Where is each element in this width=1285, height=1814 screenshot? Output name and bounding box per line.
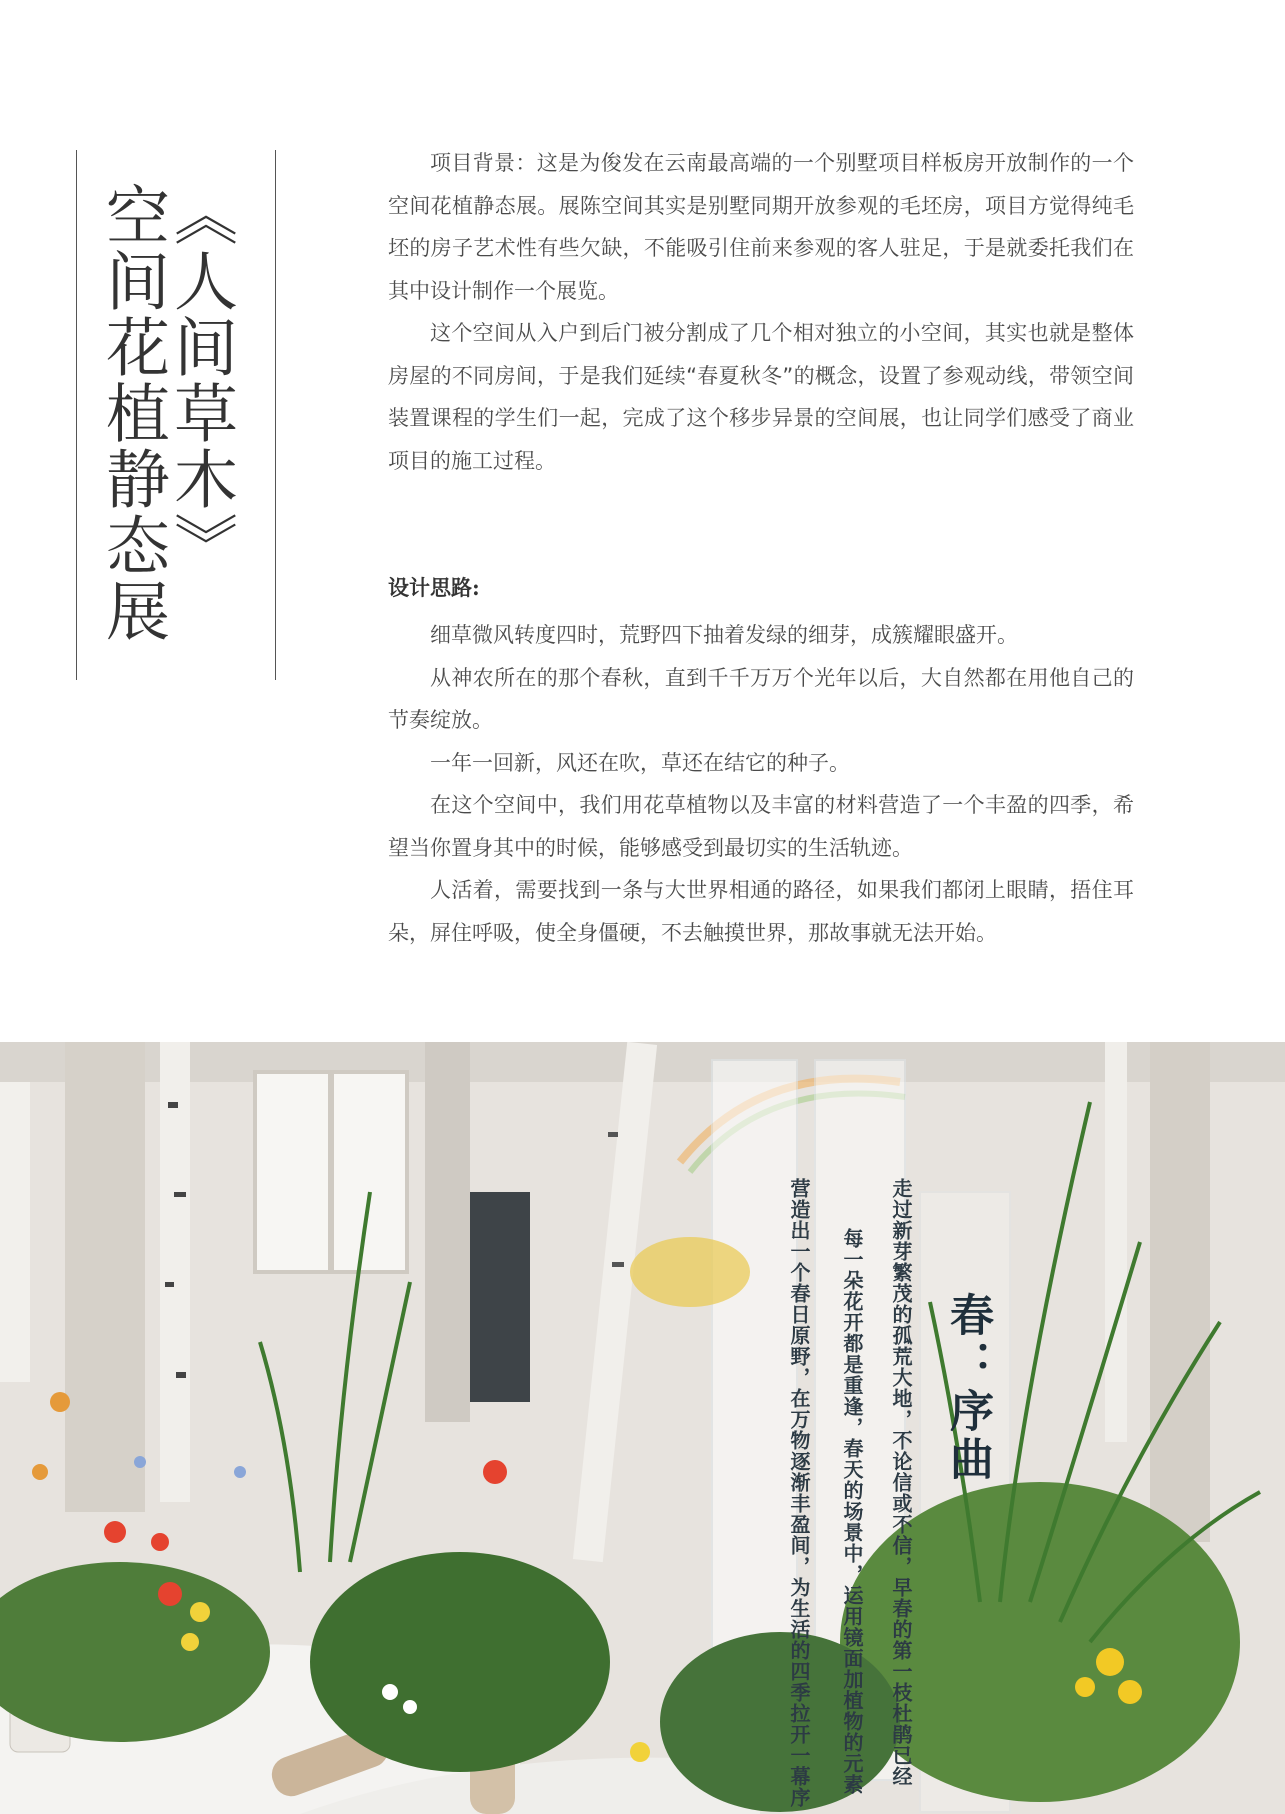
exhibition-subtitle: 空间花植静态展 xyxy=(95,182,169,644)
exhibition-title: 《人间草木》 xyxy=(163,182,237,578)
photo-caption-2: 每一朵花开都是重逢，春天的场景中，运用镜面加植物的元素 xyxy=(840,1228,864,1795)
title-right-rule xyxy=(275,150,276,680)
title-left-rule xyxy=(76,150,77,680)
background-paragraph-1: 项目背景：这是为俊发在云南最高端的一个别墅项目样板房开放制作的一个空间花植静态展。展陈空间其实是别墅同期开放参观的毛坯房，项目方觉得纯毛坯的房子艺术性有些欠缺，不能吸引住前来参观的客人驻足，于是就委托我们在其中设计制作一个展览。 xyxy=(388,151,1134,303)
photo-illustration xyxy=(0,1042,1285,1814)
design-heading: 设计思路: xyxy=(388,575,480,600)
photo-caption-3: 营造出一个春日原野，在万物逐渐丰盈间，为生活的四季拉开一幕序 xyxy=(787,1178,811,1808)
design-paragraph-3: 一年一回新，风还在吹，草还在结它的种子。 xyxy=(430,750,850,775)
photo-heading: 春：序曲 xyxy=(942,1292,993,1484)
exhibition-photo xyxy=(0,1042,1285,1814)
article-body xyxy=(388,142,1134,954)
photo-caption-1: 走过新芽繁茂的孤荒大地，不论信或不信，早春的第一枝杜鹃已经 xyxy=(889,1178,913,1787)
design-paragraph-4: 在这个空间中，我们用花草植物以及丰富的材料营造了一个丰盈的四季，希望当你置身其中的时候，能够感受到最切实的生活轨迹。 xyxy=(388,793,1134,860)
design-paragraph-5: 人活着，需要找到一条与大世界相通的路径，如果我们都闭上眼睛，捂住耳朵，屏住呼吸，使全身僵硬，不去触摸世界，那故事就无法开始。 xyxy=(388,878,1134,945)
design-paragraph-1: 细草微风转度四时，荒野四下抽着发绿的细芽，成簇耀眼盛开。 xyxy=(430,623,1018,647)
background-paragraph-2: 这个空间从入户到后门被分割成了几个相对独立的小空间，其实也就是整体房屋的不同房间，于是我们延续“春夏秋冬”的概念，设置了参观动线，带领空间装置课程的学生们一起，完成了这个移步异景的空间展，也让同学们感受了商业项目的施工过程。 xyxy=(388,321,1134,473)
design-paragraph-2: 从神农所在的那个春秋，直到千千万万个光年以后，大自然都在用他自己的节奏绽放。 xyxy=(388,665,1134,732)
